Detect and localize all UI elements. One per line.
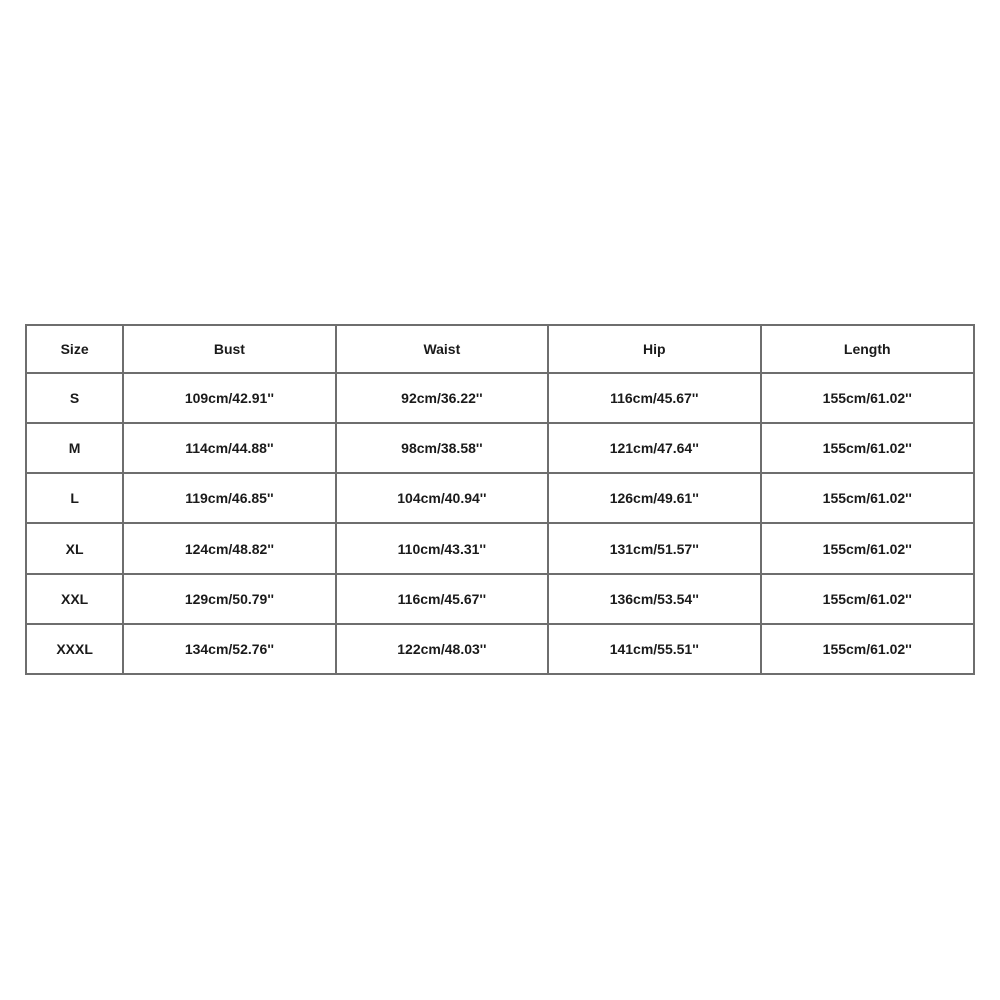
size-cell: M	[26, 423, 123, 473]
waist-cell: 116cm/45.67''	[336, 574, 548, 624]
size-cell: L	[26, 473, 123, 523]
waist-cell: 98cm/38.58''	[336, 423, 548, 473]
hip-cell: 136cm/53.54''	[548, 574, 760, 624]
hip-cell: 131cm/51.57''	[548, 523, 760, 573]
header-row	[26, 325, 974, 373]
table-row	[26, 473, 974, 523]
hip-cell: 121cm/47.64''	[548, 423, 760, 473]
header-hip: Hip	[548, 325, 760, 373]
hip-cell: 141cm/55.51''	[548, 624, 760, 674]
bust-cell: 124cm/48.82''	[123, 523, 335, 573]
bust-cell: 134cm/52.76''	[123, 624, 335, 674]
table-row	[26, 373, 974, 423]
hip-cell: 116cm/45.67''	[548, 373, 760, 423]
header-size: Size	[26, 325, 123, 373]
length-cell: 155cm/61.02''	[761, 473, 974, 523]
bust-cell: 129cm/50.79''	[123, 574, 335, 624]
hip-cell: 126cm/49.61''	[548, 473, 760, 523]
waist-cell: 110cm/43.31''	[336, 523, 548, 573]
table-row	[26, 574, 974, 624]
length-cell: 155cm/61.02''	[761, 373, 974, 423]
size-cell: XL	[26, 523, 123, 573]
waist-cell: 92cm/36.22''	[336, 373, 548, 423]
bust-cell: 114cm/44.88''	[123, 423, 335, 473]
header-waist: Waist	[336, 325, 548, 373]
length-cell: 155cm/61.02''	[761, 574, 974, 624]
table-row	[26, 624, 974, 674]
size-cell: XXL	[26, 574, 123, 624]
bust-cell: 109cm/42.91''	[123, 373, 335, 423]
size-chart-table	[25, 324, 975, 675]
table-row	[26, 523, 974, 573]
size-cell: XXXL	[26, 624, 123, 674]
length-cell: 155cm/61.02''	[761, 624, 974, 674]
waist-cell: 104cm/40.94''	[336, 473, 548, 523]
size-cell: S	[26, 373, 123, 423]
table-row	[26, 423, 974, 473]
bust-cell: 119cm/46.85''	[123, 473, 335, 523]
header-bust: Bust	[123, 325, 335, 373]
length-cell: 155cm/61.02''	[761, 523, 974, 573]
length-cell: 155cm/61.02''	[761, 423, 974, 473]
waist-cell: 122cm/48.03''	[336, 624, 548, 674]
header-length: Length	[761, 325, 974, 373]
